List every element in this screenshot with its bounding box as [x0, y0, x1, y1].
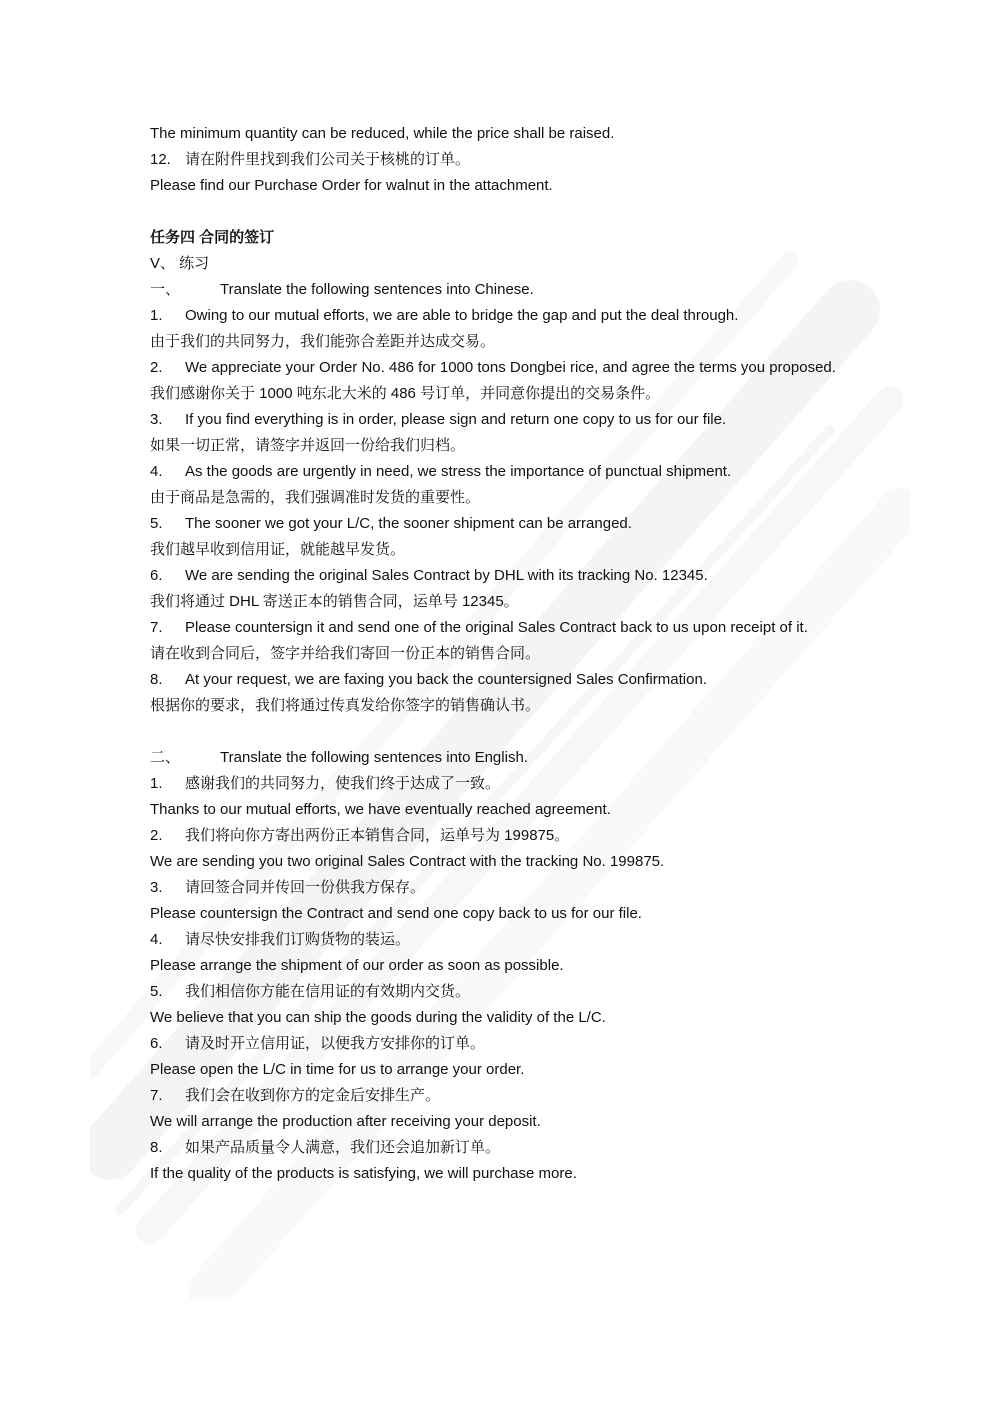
- item-chinese: 我们将通过 DHL 寄送正本的销售合同，运单号 12345。: [150, 593, 519, 610]
- item-chinese: 请尽快安排我们订购货物的装运。: [185, 931, 411, 948]
- list-item: [150, 511, 850, 537]
- item-number: 4.: [150, 463, 163, 480]
- item-chinese: 请在附件里找到我们公司关于核桃的订单。: [185, 151, 471, 168]
- item-english: Owing to our mutual efforts, we are able to bridge the gap and put the deal through.: [185, 307, 739, 324]
- item-english: If the quality of the products is satisfying, we will purchase more.: [150, 1165, 577, 1182]
- item-english: If you find everything is in order, please sign and return one copy to us for our file.: [185, 411, 727, 428]
- item-english: At your request, we are faxing you back the countersigned Sales Confirmation.: [185, 671, 707, 688]
- item-english: As the goods are urgently in need, we stress the importance of punctual shipment.: [185, 463, 732, 480]
- spacer: [150, 719, 850, 745]
- item-number: 3.: [150, 411, 163, 428]
- list-item: [150, 355, 850, 381]
- text-line: The minimum quantity can be reduced, while the price shall be raised.: [150, 125, 615, 142]
- section-2-list: [150, 771, 850, 1187]
- item-chinese: 根据你的要求，我们将通过传真发给你签字的销售确认书。: [150, 697, 541, 714]
- item-number: 1.: [150, 775, 163, 792]
- item-english: The sooner we got your L/C, the sooner shipment can be arranged.: [185, 515, 632, 532]
- item-number: 6.: [150, 1035, 163, 1052]
- item-chinese: 我们会在收到你方的定金后安排生产。: [185, 1087, 441, 1104]
- item-chinese: 请在收到合同后，签字并给我们寄回一份正本的销售合同。: [150, 645, 541, 662]
- list-item: [150, 875, 850, 901]
- exercise-heading: V、 练习: [150, 255, 210, 272]
- list-item: [150, 1083, 850, 1109]
- item-number: 5.: [150, 515, 163, 532]
- text-line: Please find our Purchase Order for walnut in the attachment.: [150, 177, 553, 194]
- section-number: 一、: [150, 281, 181, 298]
- list-item: [150, 303, 850, 329]
- list-item: [150, 147, 850, 173]
- item-english: We appreciate your Order No. 486 for 1000 tons Dongbei rice, and agree the terms you proposed.: [185, 359, 836, 376]
- item-chinese: 如果产品质量令人满意，我们还会追加新订单。: [185, 1139, 501, 1156]
- item-english: Please open the L/C in time for us to arrange your order.: [150, 1061, 525, 1078]
- item-chinese: 感谢我们的共同努力，使我们终于达成了一致。: [185, 775, 501, 792]
- item-chinese: 我们将向你方寄出两份正本销售合同，运单号为 199875。: [185, 827, 570, 844]
- item-chinese: 请回签合同并传回一份供我方保存。: [185, 879, 426, 896]
- item-number: 2.: [150, 827, 163, 844]
- section-1-list: [150, 303, 850, 719]
- item-chinese: 我们越早收到信用证，就能越早发货。: [150, 541, 406, 558]
- item-english: Please countersign it and send one of the original Sales Contract back to us upon receipt of it.: [185, 619, 808, 636]
- task-heading: 任务四 合同的签订: [150, 229, 275, 246]
- item-chinese: 由于商品是急需的，我们强调准时发货的重要性。: [150, 489, 481, 506]
- item-chinese: 请及时开立信用证，以便我方安排你的订单。: [185, 1035, 486, 1052]
- item-english: Please countersign the Contract and send one copy back to us for our file.: [150, 905, 642, 922]
- section-heading-2: [150, 745, 850, 771]
- item-english: We will arrange the production after receiving your deposit.: [150, 1113, 541, 1130]
- item-number: 2.: [150, 359, 163, 376]
- item-number: 8.: [150, 671, 163, 688]
- item-number: 3.: [150, 879, 163, 896]
- list-item: [150, 563, 850, 589]
- spacer: [150, 199, 850, 225]
- item-number: 6.: [150, 567, 163, 584]
- item-chinese: 我们相信你方能在信用证的有效期内交货。: [185, 983, 471, 1000]
- list-item: [150, 1135, 850, 1161]
- list-item: [150, 667, 850, 693]
- item-chinese: 由于我们的共同努力，我们能弥合差距并达成交易。: [150, 333, 496, 350]
- item-english: We are sending you two original Sales Contract with the tracking No. 199875.: [150, 853, 665, 870]
- list-item: [150, 823, 850, 849]
- item-number: 8.: [150, 1139, 163, 1156]
- item-number: 12.: [150, 151, 171, 168]
- section-heading-1: [150, 277, 850, 303]
- item-number: 7.: [150, 1087, 163, 1104]
- list-item: [150, 979, 850, 1005]
- document-page: [150, 121, 850, 1187]
- item-number: 7.: [150, 619, 163, 636]
- list-item: [150, 927, 850, 953]
- list-item: [150, 615, 850, 641]
- item-english: We are sending the original Sales Contract by DHL with its tracking No. 12345.: [185, 567, 708, 584]
- list-item: [150, 459, 850, 485]
- item-chinese: 我们感谢你关于 1000 吨东北大米的 486 号订单，并同意你提出的交易条件。: [150, 385, 661, 402]
- item-number: 4.: [150, 931, 163, 948]
- section-title: Translate the following sentences into English.: [220, 749, 528, 766]
- item-chinese: 如果一切正常，请签字并返回一份给我们归档。: [150, 437, 466, 454]
- section-title: Translate the following sentences into Chinese.: [220, 281, 534, 298]
- item-english: Please arrange the shipment of our order as soon as possible.: [150, 957, 564, 974]
- list-item: [150, 407, 850, 433]
- section-number: 二、: [150, 749, 181, 766]
- item-number: 5.: [150, 983, 163, 1000]
- item-number: 1.: [150, 307, 163, 324]
- item-english: We believe that you can ship the goods during the validity of the L/C.: [150, 1009, 606, 1026]
- item-english: Thanks to our mutual efforts, we have eventually reached agreement.: [150, 801, 611, 818]
- list-item: [150, 771, 850, 797]
- list-item: [150, 1031, 850, 1057]
